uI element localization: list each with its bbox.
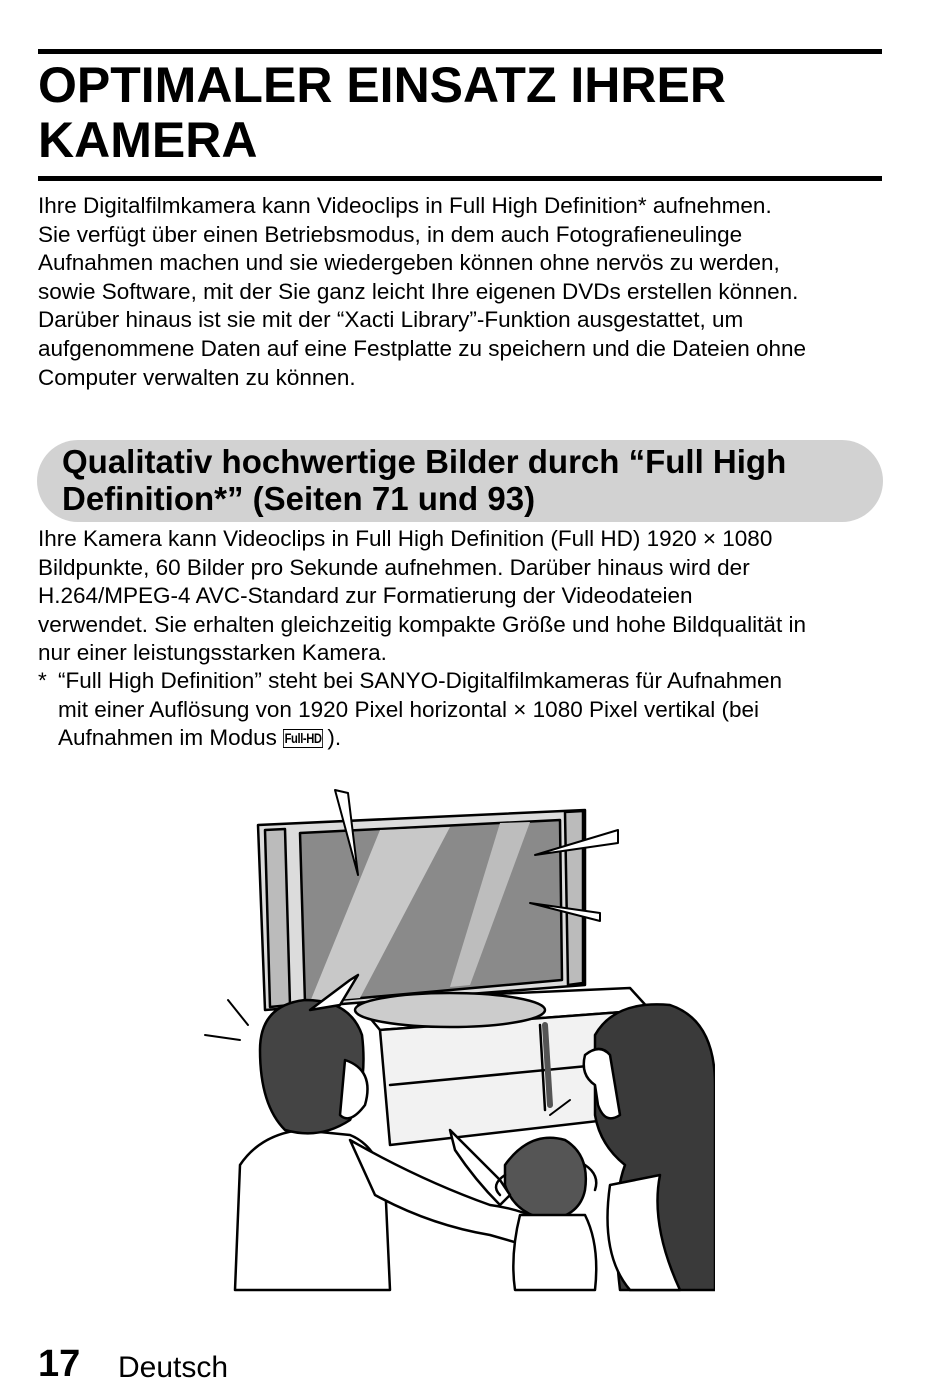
- footnote-line3-start: Aufnahmen im Modus: [58, 725, 284, 751]
- intro-line: Darüber hinaus ist sie mit der “Xacti Library”-Funktion ausgestattet, um: [38, 307, 744, 333]
- body-line: H.264/MPEG-4 AVC-Standard zur Formatierung der Videodateien: [38, 583, 693, 609]
- section-body: [38, 525, 898, 668]
- full-hd-mode-icon: Full-HD: [284, 730, 322, 747]
- title-bottom-rule: [38, 176, 882, 181]
- page-title-line2: KAMERA: [38, 112, 258, 168]
- section-heading-line1: Qualitativ hochwertige Bilder durch “Full High: [62, 443, 787, 480]
- family-watching-tv-illustration: [200, 785, 715, 1295]
- section-heading-line2: Definition*” (Seiten 71 und 93): [62, 480, 536, 517]
- intro-line: sowie Software, mit der Sie ganz leicht Ihre eigenen DVDs erstellen können.: [38, 278, 799, 304]
- footnote-line3-end: ).: [327, 725, 342, 751]
- intro-line: aufgenommene Daten auf eine Festplatte zu speichern und die Dateien ohne: [38, 335, 807, 361]
- page-title: [38, 58, 882, 168]
- section-heading: [37, 440, 883, 522]
- mother-figure: [584, 1004, 715, 1290]
- intro-line: Ihre Digitalfilmkamera kann Videoclips in Full High Definition* aufnehmen.: [38, 193, 772, 218]
- intro-line: Aufnahmen machen und sie wiedergeben können ohne nervös zu werden,: [38, 250, 780, 276]
- page-title-line1: OPTIMALER EINSATZ IHRER: [38, 57, 726, 113]
- top-rule: [38, 49, 882, 54]
- body-line: Bildpunkte, 60 Bilder pro Sekunde aufnehmen. Darüber hinaus wird der: [38, 554, 750, 580]
- body-line: verwendet. Sie erhalten gleichzeitig kompakte Größe und hohe Bildqualität in: [38, 611, 806, 637]
- body-line: nur einer leistungsstarken Kamera.: [38, 640, 387, 666]
- page-number: 17: [38, 1343, 81, 1385]
- intro-paragraph: [38, 192, 898, 392]
- footnote-line2: mit einer Auflösung von 1920 Pixel horizontal × 1080 Pixel vertikal (bei: [58, 696, 760, 722]
- language-label: Deutsch: [118, 1351, 229, 1384]
- footnote-marker: *: [38, 668, 47, 693]
- footnote-text: [38, 667, 898, 753]
- body-line: Ihre Kamera kann Videoclips in Full High Definition (Full HD) 1920 × 1080: [38, 526, 773, 551]
- intro-line: Computer verwalten zu können.: [38, 364, 356, 390]
- footnote: [38, 667, 898, 753]
- intro-line: Sie verfügt über einen Betriebsmodus, in dem auch Fotografieneulinge: [38, 221, 743, 247]
- footnote-line1: “Full High Definition” steht bei SANYO-Digitalfilmkameras für Aufnahmen: [58, 668, 783, 693]
